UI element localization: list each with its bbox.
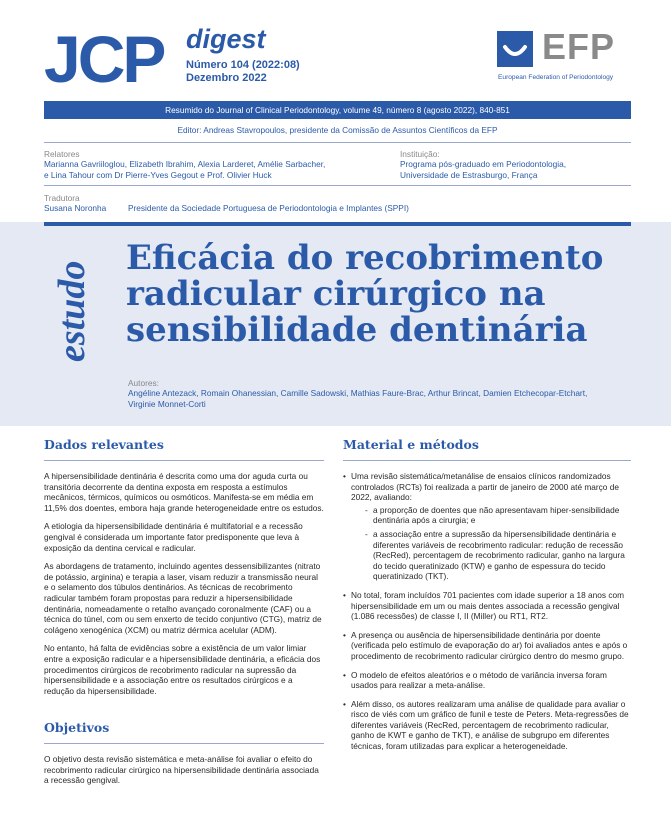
rapporteurs-label: Relatores	[44, 149, 80, 159]
authors-line: Virginie Monnet-Corti	[128, 399, 206, 409]
authors-line: Angéline Antezack, Romain Ohanessian, Camille Sadowski, Mathias Faure-Brac, Arthur Brincat, Damien Etchecopar-Etchart,	[128, 388, 588, 398]
institution-line: Programa pós-graduado em Periodontologia,	[400, 159, 567, 169]
title-accent-bar	[44, 222, 631, 226]
methods-item: • O modelo de efeitos aleatórios e o método de variância inversa foram usados para realizar a meta-análise.	[343, 670, 631, 691]
methods-item	[343, 471, 631, 582]
efp-logo	[497, 26, 627, 86]
efp-smile-icon	[497, 31, 533, 67]
methods-item: • A presença ou ausência de hipersensibilidade dentinária por doente (verificada pelo estímulo de evaporação do ar) foi avaliados antes e após o procedimento de recobrimento radicular cirúrgico dentro do mesmo grupo.	[343, 630, 631, 662]
digest-label: digest	[186, 24, 266, 54]
relevant-paragraph: A etiologia da hipersensibilidade dentinária é multifatorial e a recessão gengival é considerada um importante fator predisponente que leva à exposição da dentina cervical e radicular.	[44, 521, 303, 553]
methods-item-text: Uma revisão sistemática/metanálise de ensaios clínicos randomizados controlados (RCTs) foi realizada a partir de janeiro de 2000 até março de 2022, avaliando:	[351, 471, 619, 503]
translator-name: Susana Noronha	[44, 203, 107, 213]
title-line: radicular cirúrgico na	[126, 274, 546, 314]
right-column	[343, 435, 631, 760]
divider	[44, 185, 631, 186]
heading-rule	[343, 460, 631, 461]
editor-line: Editor: Andreas Stavropoulos, presidente da Comissão de Assuntos Científicos da EFP	[177, 125, 498, 135]
efp-wordmark: EFP	[542, 26, 616, 67]
methods-heading: Material e métodos	[343, 437, 479, 452]
rapporteurs-block	[44, 149, 374, 181]
translator-label: Tradutora	[44, 193, 80, 203]
jcp-logo: JCP	[44, 22, 164, 96]
objectives-heading: Objetivos	[44, 720, 110, 736]
relevant-paragraph: A hipersensibilidade dentinária é descrita como uma dor aguda curta ou transitória decorrente da dentina exposta em resposta a estímulos mecânicos, térmicos, químicos ou osmóticos. Manifesta-se em média em 11,5% dos doentes, embora haja grande heterogeneidade entre os estudos.	[44, 471, 324, 513]
objectives-paragraph: O objetivo desta revisão sistemática e meta-análise foi avaliar o efeito do recobrimento radicular cirúrgico na hipersensibilidade dentinária associada a recessão gengival.	[44, 754, 319, 786]
rapporteurs-line: Marianna Gavriiloglou, Elizabeth Ibrahim, Alexia Larderet, Amélie Sarbacher,	[44, 159, 326, 169]
heading-rule	[44, 743, 324, 744]
authors-block	[128, 378, 648, 410]
methods-item: • Além disso, os autores realizaram uma análise de qualidade para avaliar o risco de viés com um gráfico de funil e teste de Peters. Meta-regressões de diferentes variáveis (RecRed, percentagem de recobrimento radicular, ganho de KWT e ganho de TKT), e análise de subgrupo em diferentes técnicas, foram utilizadas para explicar a heterogeneidade.	[343, 699, 631, 752]
rapporteurs-line: e Lina Tahour com Dr Pierre-Yves Gegout e Prof. Olivier Huck	[44, 170, 272, 180]
summary-bar: Resumido do Journal of Clinical Periodontology, volume 49, número 8 (agosto 2022), 840-851	[44, 101, 631, 119]
divider	[44, 142, 631, 143]
article-title	[126, 240, 626, 348]
issue-number: Número 104 (2022:08)	[186, 59, 300, 71]
issue-date: Dezembro 2022	[186, 72, 267, 84]
methods-item: • No total, foram incluídos 701 pacientes com idade superior a 18 anos com hipersensibilidade em um ou mais dentes associada a recessão gengival (1.086 recessões) de classe I, II (Miller) ou RT1, RT2.	[343, 590, 631, 622]
efp-fullname: European Federation of Periodontology	[498, 74, 614, 81]
methods-subitem: - a proporção de doentes que não apresentavam hiper-sensibilidade dentinária após a cirurgia; e	[351, 505, 631, 526]
title-line: sensibilidade dentinária	[126, 310, 588, 350]
institution-label: Instituição:	[400, 149, 440, 159]
methods-list	[343, 471, 631, 752]
methods-sublist	[351, 505, 631, 582]
heading-rule	[44, 460, 324, 461]
institution-line: Universidade de Estrasburgo, França	[400, 170, 538, 180]
methods-subitem: - a associação entre a supressão da hipersensibilidade dentinária e diferentes variáveis de recobrimento radicular: redução de recessão (RecRed), percentagem de recobrimento radicular, ganho na largura do tecido queratinizado (KTW) e ganho de espessura do tecido queratinizado (TKT).	[351, 529, 631, 582]
institution-block	[400, 149, 635, 181]
relevant-heading: Dados relevantes	[44, 437, 164, 452]
authors-label: Autores:	[128, 378, 159, 388]
relevant-paragraph: No entanto, há falta de evidências sobre a existência de um valor limiar entre a exposição radicular e a hipersensibilidade dentinária, a eficácia dos procedimentos cirúrgicos de recobrimento radicular na supressão da hipersensibilidade e a associação entre os resultados cirúrgicos e a redução da hipersensibilidade.	[44, 643, 321, 696]
translator-block	[44, 193, 634, 214]
relevant-paragraph: As abordagens de tratamento, incluindo agentes dessensibilizantes (nitrato de potássio, arginina) e terapia a laser, visam reduzir a transmissão neural e o selamento dos túbulos dentinários. As técnicas de recobrimento radicular também foram propostas para reduzir a hipersensibilidade dentinária, nomeadamente o retalho avançado coronalmente (CAF) ou a técnica do túnel, com ou sem enxerto de tecido conjuntivo (CTG), matriz de colágeno xenogénica (XCM) ou matriz dérmica acelular (ADM).	[44, 561, 322, 635]
study-tag: estudo	[51, 260, 93, 362]
title-line: Eficácia do recobrimento	[126, 238, 604, 278]
translator-role: Presidente da Sociedade Portuguesa de Periodontologia e Implantes (SPPI)	[128, 203, 409, 213]
left-column	[44, 435, 324, 794]
